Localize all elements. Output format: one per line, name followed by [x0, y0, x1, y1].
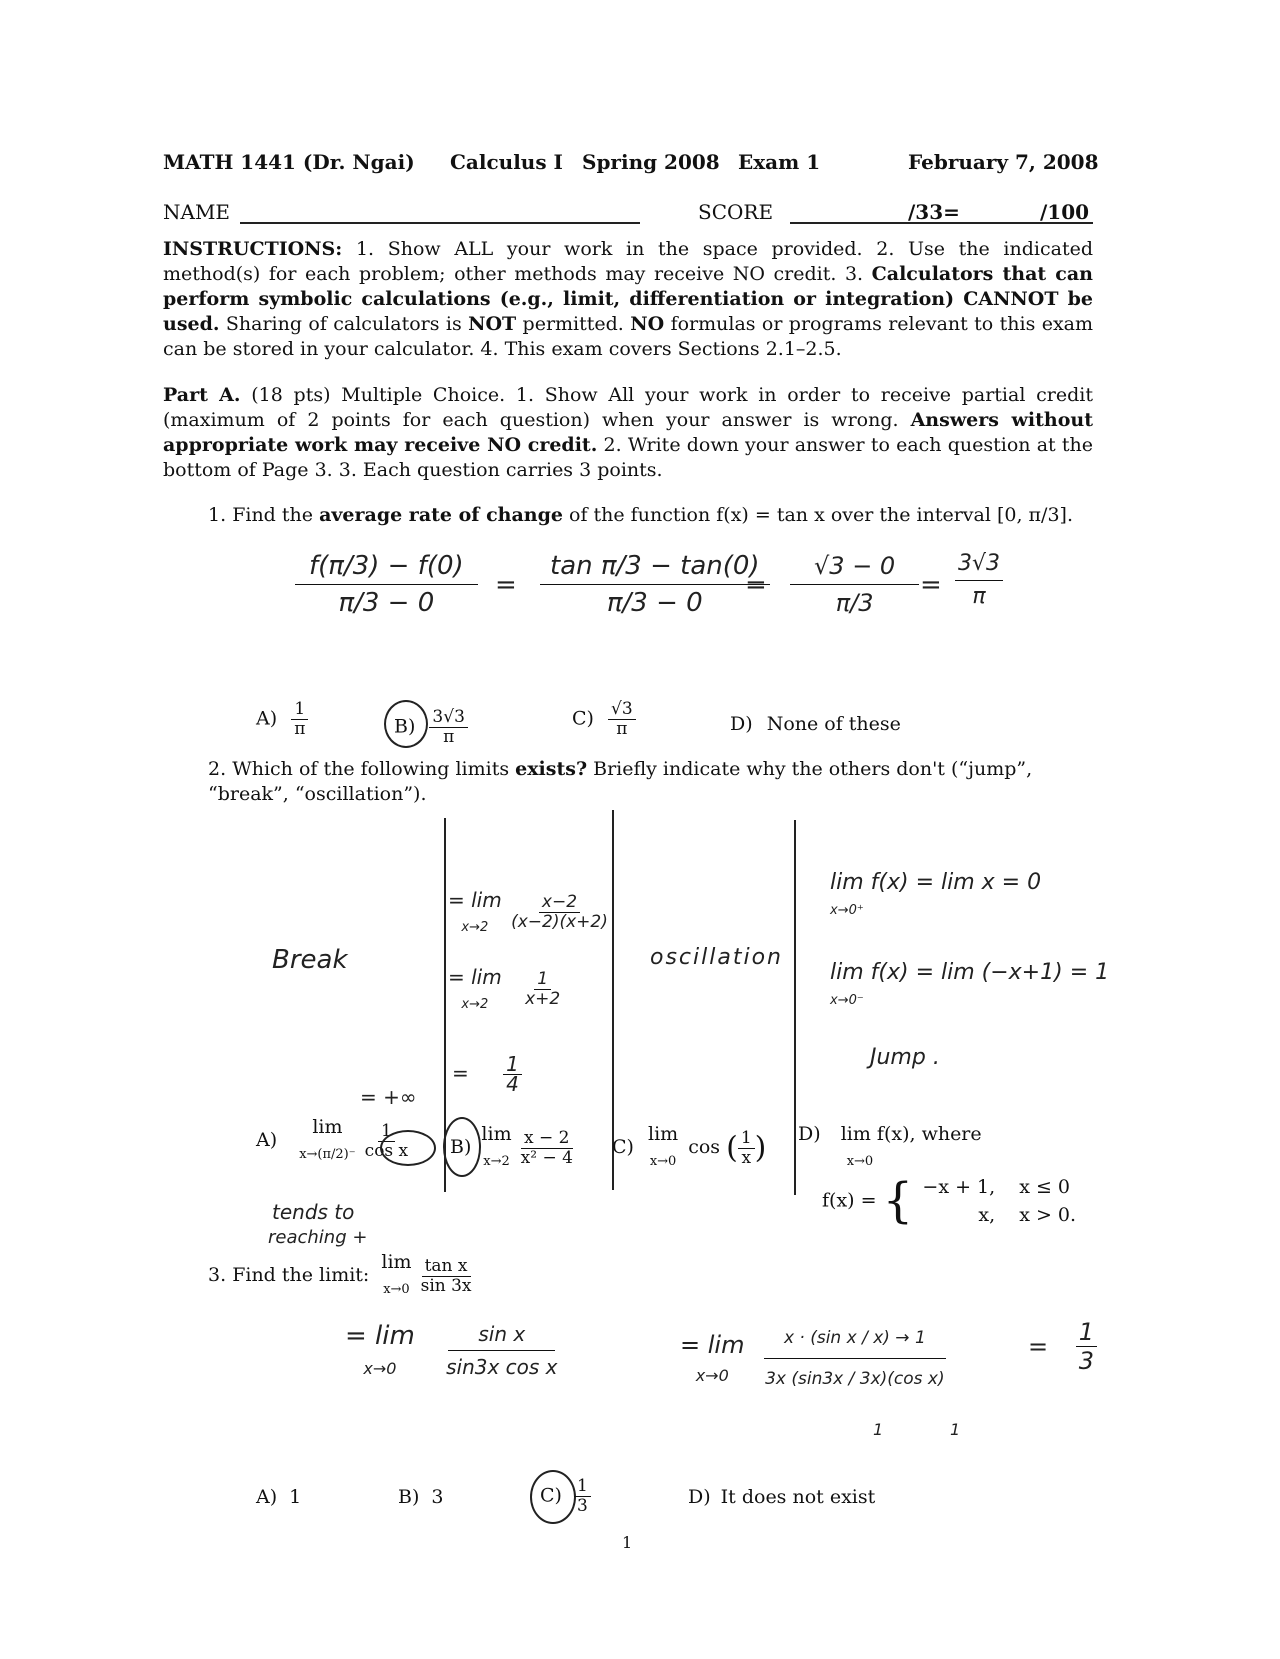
score-percent: /100 [1040, 200, 1090, 224]
q3-choice-d[interactable]: D) It does not exist [688, 1486, 876, 1508]
q2-a-reaching: reaching + [268, 1227, 368, 1248]
q1-choice-b[interactable]: B) $\frac{3√3}{\pi}$ [394, 708, 468, 747]
score-label: SCORE [698, 200, 774, 224]
q3-choice-a[interactable]: A) 1 [256, 1486, 302, 1508]
q2-b-step3: = $\frac{1}{4}$ [452, 1055, 522, 1094]
q2-a-tends: tends to [272, 1200, 355, 1224]
q2-choice-b[interactable]: B) lim x→2 $\frac{x - 2}{\text{x² − 4}}$ [450, 1123, 573, 1169]
q1-work-answer: $\frac{3√3}{\pi}$ [955, 548, 1003, 613]
q1-work-step3: $\frac{√3 - 0}{\pi/3}$ [790, 548, 919, 621]
q2-b-step2: = lim x→2 $\frac{1}{x+2}$ [448, 965, 561, 1012]
q3-choice-b[interactable]: B) 3 [398, 1486, 444, 1508]
exam: Exam 1 [738, 150, 821, 174]
q2-choice-c[interactable]: C) lim x→0 cos ( $\frac{1}{x}$ ) [612, 1123, 767, 1169]
q2-choice-d[interactable]: D) lim f(x), where x→0 [798, 1123, 982, 1169]
page-number: 1 [622, 1533, 633, 1552]
q2-d-step2: lim f(x) = lim (−x+1) = 1 x→0⁻ [830, 960, 1110, 1008]
q3-work-step2: = lim x→0 $\frac{\text{x · (sin x / x) → 1}}{\text{3x (sin3x / 3x)(cos x)}}$ [680, 1318, 948, 1399]
q2-d-note: Jump . [870, 1045, 940, 1070]
q1-choice-c[interactable]: C) $\frac{√3}{\pi}$ [572, 700, 636, 739]
q3-work-step1: = lim x→0 $\frac{\text{sin x}}{\text{sin3x cos x}}$ [345, 1318, 561, 1383]
q2-c-note: oscillation [650, 945, 783, 970]
score-out-of: /33= [908, 200, 960, 224]
q1-choice-a[interactable]: A) $\frac{1}{\pi}$ [256, 700, 308, 739]
question-2: 2. Which of the following limits exists? Briefly indicate why the others don't (“jump”, “break”, “oscillation”). [208, 758, 1033, 805]
q1-eq-2: = [745, 570, 767, 600]
instructions-label: INSTRUCTIONS: [163, 238, 343, 260]
q2-a-infinity: = +∞ [360, 1085, 417, 1109]
q1-work-step1: $\frac{f(\pi/3) - f(0)}{\pi/3 - 0}$ [295, 548, 478, 621]
q3-limit-arrow-1: 1 [873, 1420, 884, 1439]
name-line [240, 222, 640, 224]
question-1: 1. Find the average rate of change of the function f(x) = tan x over the interval [0, π/3]. [208, 504, 1073, 526]
q3-choice-c[interactable]: C) $\frac{1}{3}$ [540, 1477, 591, 1516]
q1-choice-d[interactable]: D) None of these [730, 713, 901, 735]
q3-work-answer: = $\frac{1}{3}$ [1028, 1318, 1097, 1375]
part-a-instructions: Part A. (18 pts) Multiple Choice. 1. Show All your work in order to receive partial credit (maximum of 2 points for each question) when your answer is wrong. Answers without appropriate work may receive NO credit. 2. Write down your answer to each question at the bottom of Page 3. 3. Each question carries 3 points. [163, 384, 1093, 481]
q1-work-step2: $\frac{\text{tan π/3 − tan(0)}}{\pi/3 - 0}$ [540, 548, 770, 621]
q3-limit-arrow-2: 1 [950, 1420, 961, 1439]
q2-d-step1: lim f(x) = lim x = 0 x→0⁺ [830, 870, 1042, 918]
q2-choice-a[interactable]: A) lim x→(π/2)⁻ $\frac{1}{\text{cos x}}$ [256, 1116, 409, 1162]
name-label: NAME [163, 200, 231, 224]
part-a-label: Part A. [163, 384, 241, 406]
instructions: INSTRUCTIONS: 1. Show ALL your work in the space provided. 2. Use the indicated method(s) for each problem; other methods may receive NO credit. 3. Calculators that can perform symbolic calculations (e.g., limit, differentiation or integration) CANNOT be used. Sharing of calculators is NOT permitted. NO formulas or programs relevant to this exam can be stored in your calculator. 4. This exam covers Sections 2.1–2.5. [163, 238, 1094, 360]
exam-date: February 7, 2008 [908, 150, 1099, 174]
q2-a-note: Break [272, 945, 348, 975]
term: Spring 2008 [582, 150, 720, 174]
subject: Calculus I [450, 150, 563, 174]
q2-d-piecewise: f(x) = { −x + 1, x ≤ 0 x, x > 0. [822, 1172, 1077, 1229]
course-title: MATH 1441 (Dr. Ngai) [163, 150, 415, 174]
q2-divider-3 [794, 820, 796, 1195]
q1-eq-3: = [920, 570, 942, 600]
question-3: 3. Find the limit: lim x→0 $\frac{\text{tan x}}{\sin 3x}$ [208, 1251, 472, 1297]
q2-b-step1: = lim x→2 $\frac{x-2}{(x-2)(x+2)}$ [448, 888, 608, 935]
q2-a-denominator-circle [380, 1130, 436, 1166]
q1-eq-1: = [495, 570, 517, 600]
